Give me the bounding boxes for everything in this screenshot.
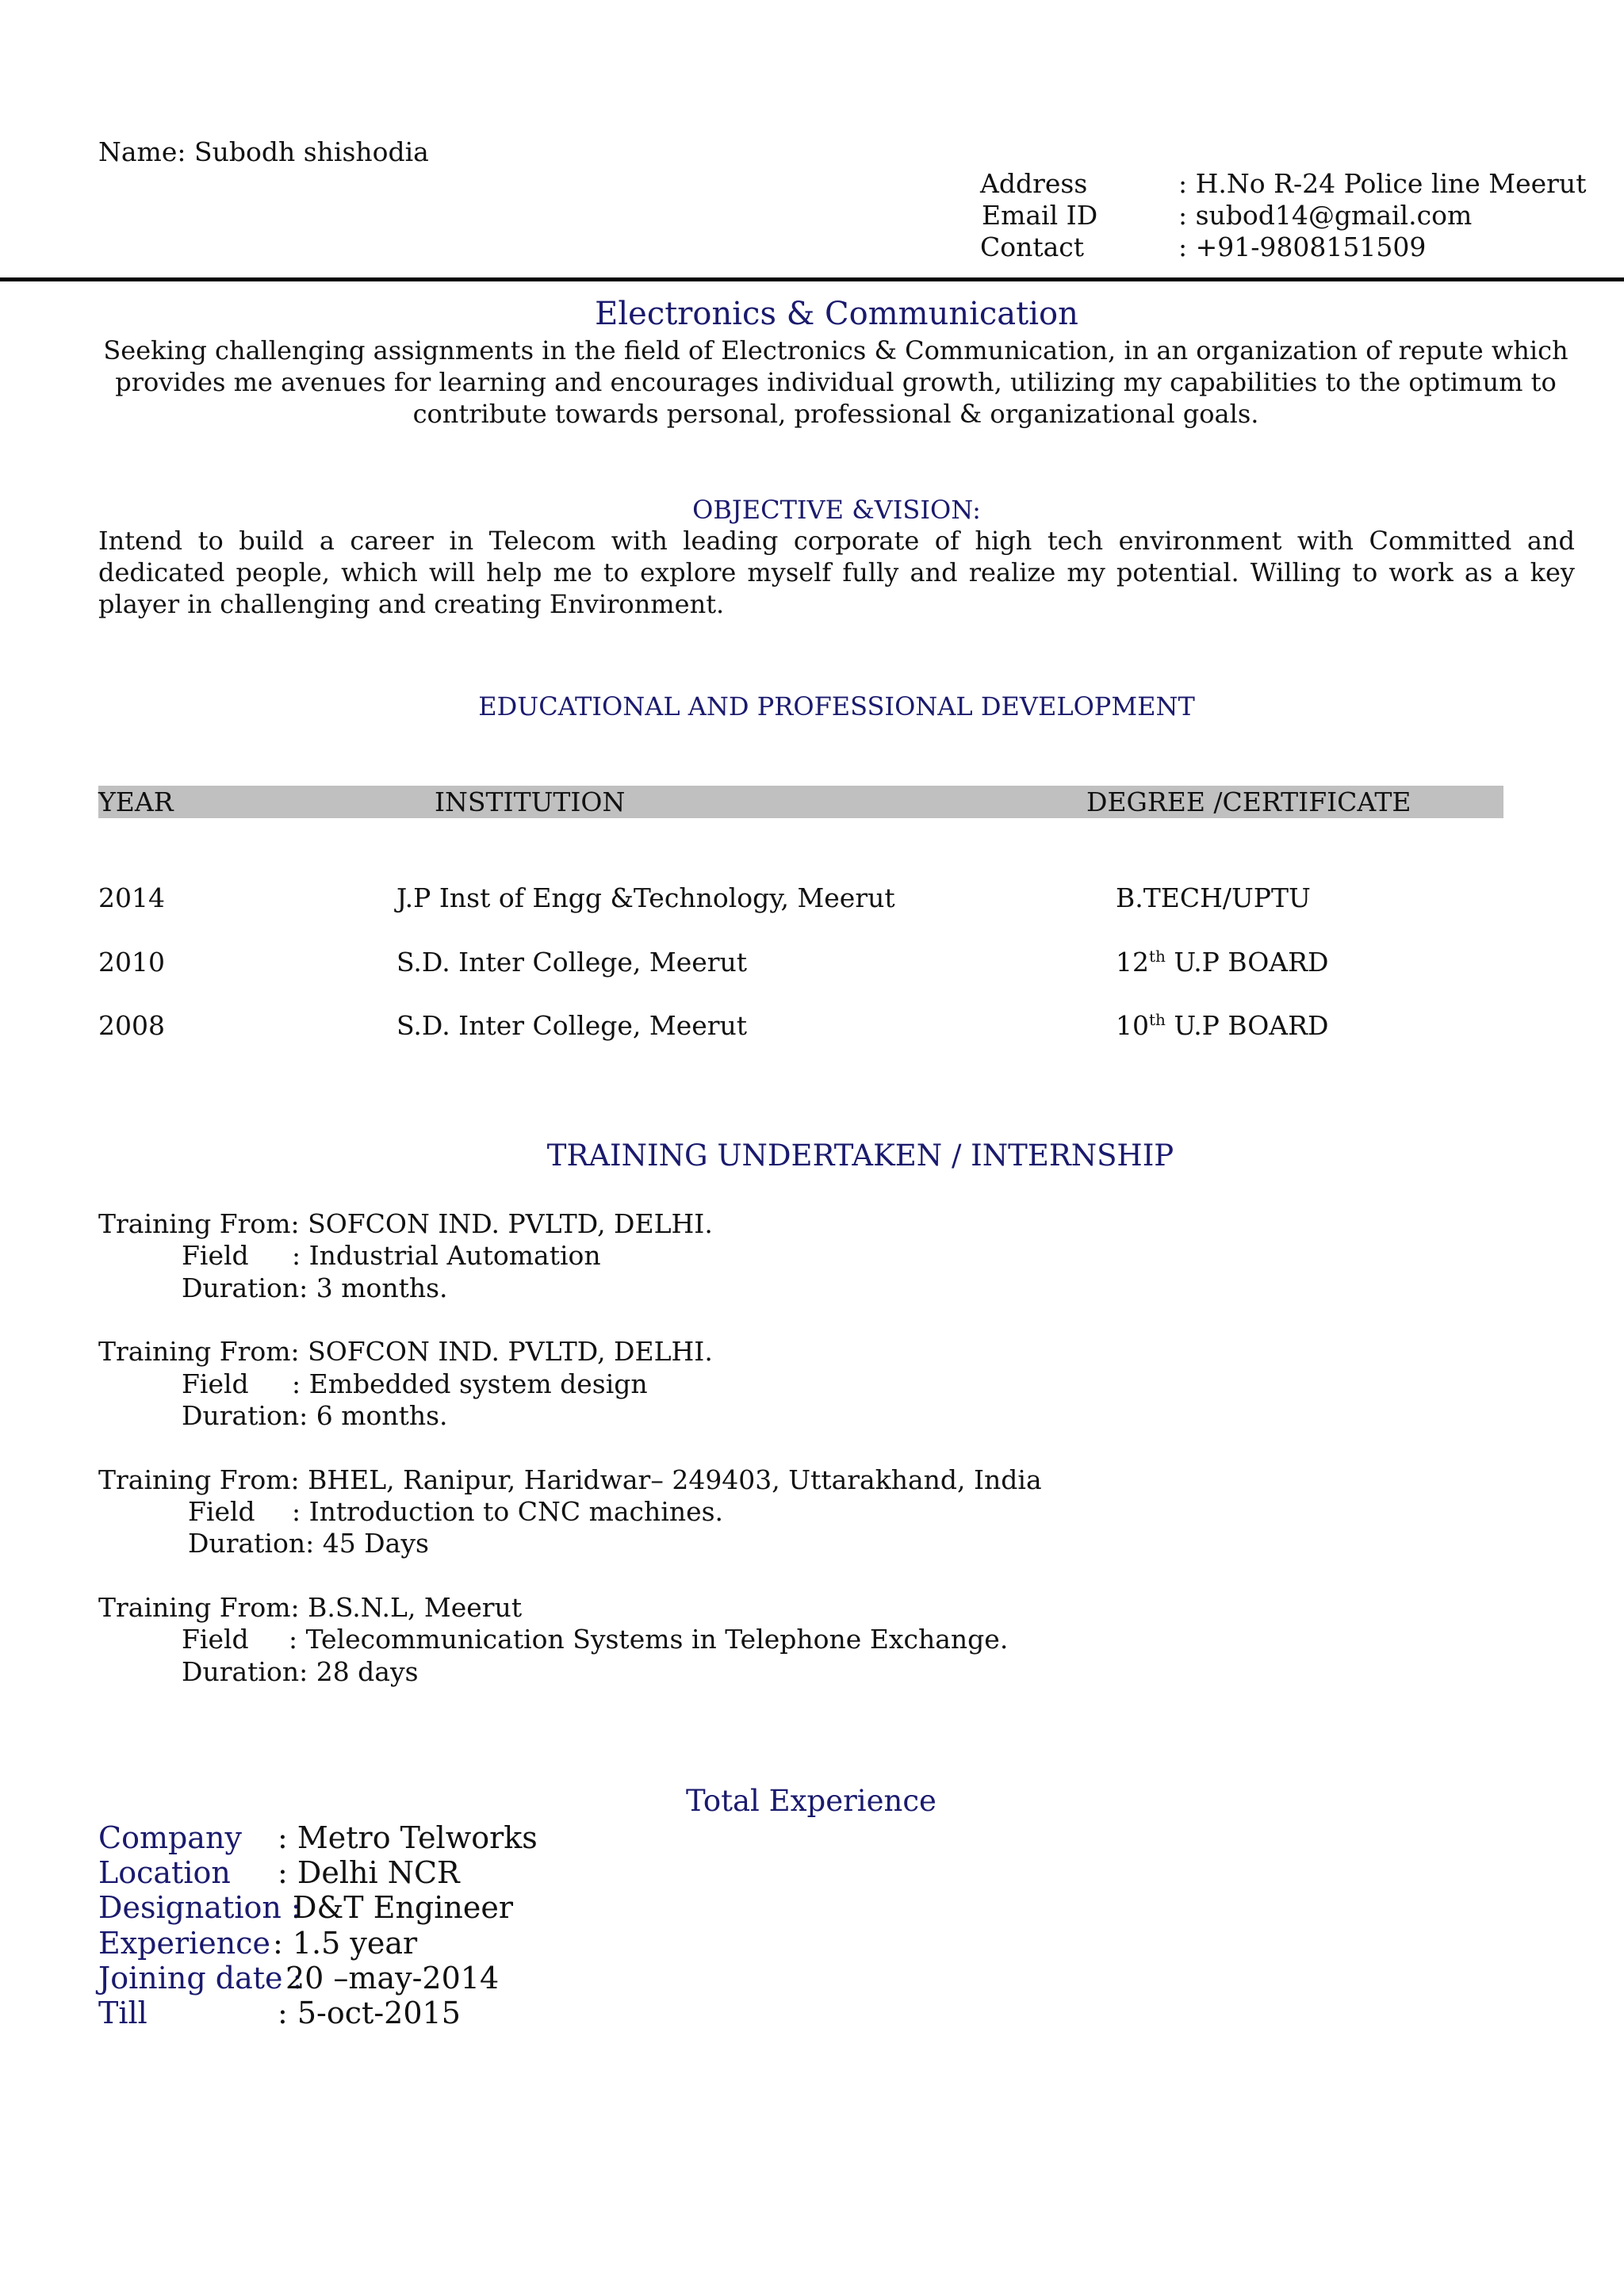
row-year: 2008 <box>98 1010 165 1041</box>
experience-heading: Total Experience <box>686 1784 936 1818</box>
exp-location-value: : Delhi NCR <box>278 1855 460 1890</box>
education-heading: EDUCATIONAL AND PROFESSIONAL DEVELOPMENT <box>478 691 1195 721</box>
intro-text: Seeking challenging assignments in the field of Electronics & Communication, in an organization of repute which provides me avenues for learning and encourages individual growth, utilizing my capabilities to the optimum to contribute towards personal, professional & organizational goals. <box>103 335 1568 429</box>
address-value: : H.No R-24 Police line Meerut <box>1178 168 1587 199</box>
row-degree: B.TECH/UPTU <box>1116 882 1311 913</box>
exp-company-value: : Metro Telworks <box>278 1820 538 1855</box>
row-institution: J.P Inst of Engg &Technology, Meerut <box>396 882 895 913</box>
col-year: YEAR <box>98 786 174 817</box>
exp-company-label: Company <box>98 1820 242 1855</box>
training-field-value: : Embedded system design <box>292 1368 648 1399</box>
row-institution: S.D. Inter College, Meerut <box>396 947 748 978</box>
training-duration: Duration: 6 months. <box>182 1400 448 1431</box>
training-heading: TRAINING UNDERTAKEN / INTERNSHIP <box>546 1138 1174 1173</box>
address-label: Address <box>980 168 1088 199</box>
row-institution: S.D. Inter College, Meerut <box>396 1010 748 1041</box>
training-from: Training From: BHEL, Ranipur, Haridwar– 249403, Uttarakhand, India <box>98 1464 1042 1495</box>
exp-experience-value: : 1.5 year <box>273 1926 418 1961</box>
exp-experience-label: Experience <box>98 1926 271 1961</box>
row-degree: 10th U.P BOARD <box>1116 1010 1329 1041</box>
intro-heading: Electronics & Communication <box>595 296 1078 332</box>
objective-heading: OBJECTIVE &VISION: <box>692 495 981 525</box>
email-value: : subod14@gmail.com <box>1178 200 1473 231</box>
exp-till-label: Till <box>98 1996 147 2030</box>
exp-joining-value: 20 –may-2014 <box>285 1961 500 1996</box>
training-duration: Duration: 45 Days <box>188 1528 429 1559</box>
header-divider <box>0 277 1624 281</box>
training-duration: Duration: 3 months. <box>182 1272 448 1303</box>
col-degree: DEGREE /CERTIFICATE <box>1086 786 1411 817</box>
training-field-label: Field <box>182 1624 249 1655</box>
training-from: Training From: B.S.N.L, Meerut <box>98 1592 523 1623</box>
row-degree: 12th U.P BOARD <box>1116 947 1329 978</box>
training-field-value: : Industrial Automation <box>292 1240 601 1271</box>
training-duration: Duration: 28 days <box>182 1656 419 1687</box>
training-field-label: Field <box>182 1368 249 1399</box>
exp-designation-value: D&T Engineer <box>293 1890 514 1925</box>
training-field-value: : Telecommunication Systems in Telephone Exchange. <box>289 1624 1009 1655</box>
exp-till-value: : 5-oct-2015 <box>278 1996 461 2030</box>
contact-label: Contact <box>980 232 1085 262</box>
contact-value: : +91-9808151509 <box>1178 232 1427 262</box>
training-field-label: Field <box>188 1496 255 1527</box>
exp-designation-label: Designation : <box>98 1890 301 1925</box>
candidate-name: Name: Subodh shishodia <box>98 136 429 167</box>
col-institution: INSTITUTION <box>435 786 626 817</box>
email-label: Email ID <box>982 200 1098 231</box>
exp-location-label: Location <box>98 1855 231 1890</box>
training-field-value: : Introduction to CNC machines. <box>292 1496 724 1527</box>
training-from: Training From: SOFCON IND. PVLTD, DELHI. <box>98 1208 713 1239</box>
objective-text: Intend to build a career in Telecom with leading corporate of high tech environment with Committed and dedicated people, which will help me to explore myself fully and realize my potential. Willing to work as a key player in challenging and creating Environment. <box>98 526 1575 619</box>
row-year: 2010 <box>98 947 165 978</box>
exp-joining-label: Joining date : <box>98 1961 303 1996</box>
training-from: Training From: SOFCON IND. PVLTD, DELHI. <box>98 1336 713 1367</box>
training-field-label: Field <box>182 1240 249 1271</box>
row-year: 2014 <box>98 882 165 913</box>
